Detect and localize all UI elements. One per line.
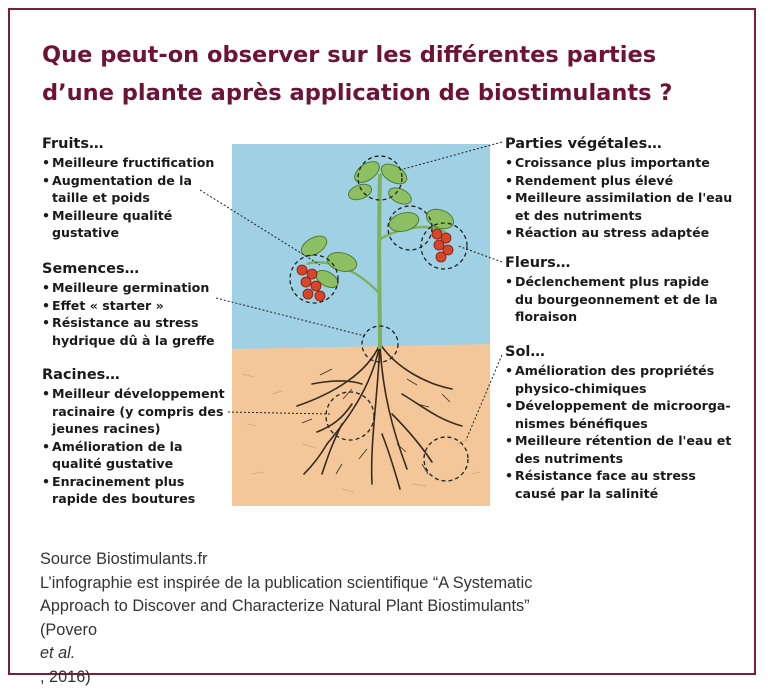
- fruits-heading: Fruits…: [42, 134, 214, 154]
- list-item: • Résistance face au stress causé par la salinité: [505, 467, 731, 502]
- parties-vegetales-list: [505, 154, 732, 242]
- citation-line: (Povero et al. , 2016): [40, 619, 740, 689]
- infographic-title: [42, 36, 742, 112]
- fleurs-section: [505, 253, 718, 326]
- list-item: • Meilleure qualité gustative: [42, 207, 214, 242]
- list-item: • Croissance plus importante: [505, 154, 732, 172]
- source-line: Source Biostimulants.fr: [40, 548, 740, 572]
- list-item: • Amélioration de la qualité gustative: [42, 438, 225, 473]
- racines-heading: Racines…: [42, 365, 225, 385]
- list-item: • Effet « starter »: [42, 297, 215, 315]
- list-item: • Déclenchement plus rapide du bourgeonnement et de la floraison: [505, 273, 718, 326]
- sol-section: [505, 342, 731, 502]
- sol-list: [505, 362, 731, 502]
- list-item: • Enracinement plus rapide des boutures: [42, 473, 225, 508]
- inspiration-line-1: L’infographie est inspirée de la publication scientifique “A Systematic: [40, 572, 740, 596]
- semences-list: [42, 279, 215, 349]
- parties-vegetales-heading: Parties végétales…: [505, 134, 732, 154]
- racines-list: [42, 385, 225, 508]
- fleurs-list: [505, 273, 718, 326]
- list-item: • Développement de microorga- nismes bénéfiques: [505, 397, 731, 432]
- plant-illustration: [232, 144, 490, 506]
- list-item: • Augmentation de la taille et poids: [42, 172, 214, 207]
- racines-section: [42, 365, 225, 508]
- semences-heading: Semences…: [42, 259, 215, 279]
- list-item: • Meilleur développement racinaire (y compris des jeunes racines): [42, 385, 225, 438]
- list-item: • Résistance au stress hydrique dû à la greffe: [42, 314, 215, 349]
- list-item: • Amélioration des propriétés physico-chimiques: [505, 362, 731, 397]
- source-footer: [40, 548, 740, 689]
- soil-background: [232, 344, 490, 506]
- list-item: • Meilleure germination: [42, 279, 215, 297]
- title-line-1: Que peut-on observer sur les différentes parties: [42, 36, 742, 74]
- fruits-section: [42, 134, 214, 242]
- sol-heading: Sol…: [505, 342, 731, 362]
- fleurs-heading: Fleurs…: [505, 253, 718, 273]
- inspiration-line-2: Approach to Discover and Characterize Natural Plant Biostimulants”: [40, 595, 740, 619]
- list-item: • Réaction au stress adaptée: [505, 224, 732, 242]
- list-item: • Meilleure rétention de l'eau et des nutriments: [505, 432, 731, 467]
- list-item: • Meilleure fructification: [42, 154, 214, 172]
- title-line-2: d’une plante après application de biostimulants ?: [42, 74, 742, 112]
- parties-vegetales-section: [505, 134, 732, 242]
- fruits-list: [42, 154, 214, 242]
- semences-section: [42, 259, 215, 349]
- list-item: • Rendement plus élevé: [505, 172, 732, 190]
- list-item: • Meilleure assimilation de l'eau et des nutriments: [505, 189, 732, 224]
